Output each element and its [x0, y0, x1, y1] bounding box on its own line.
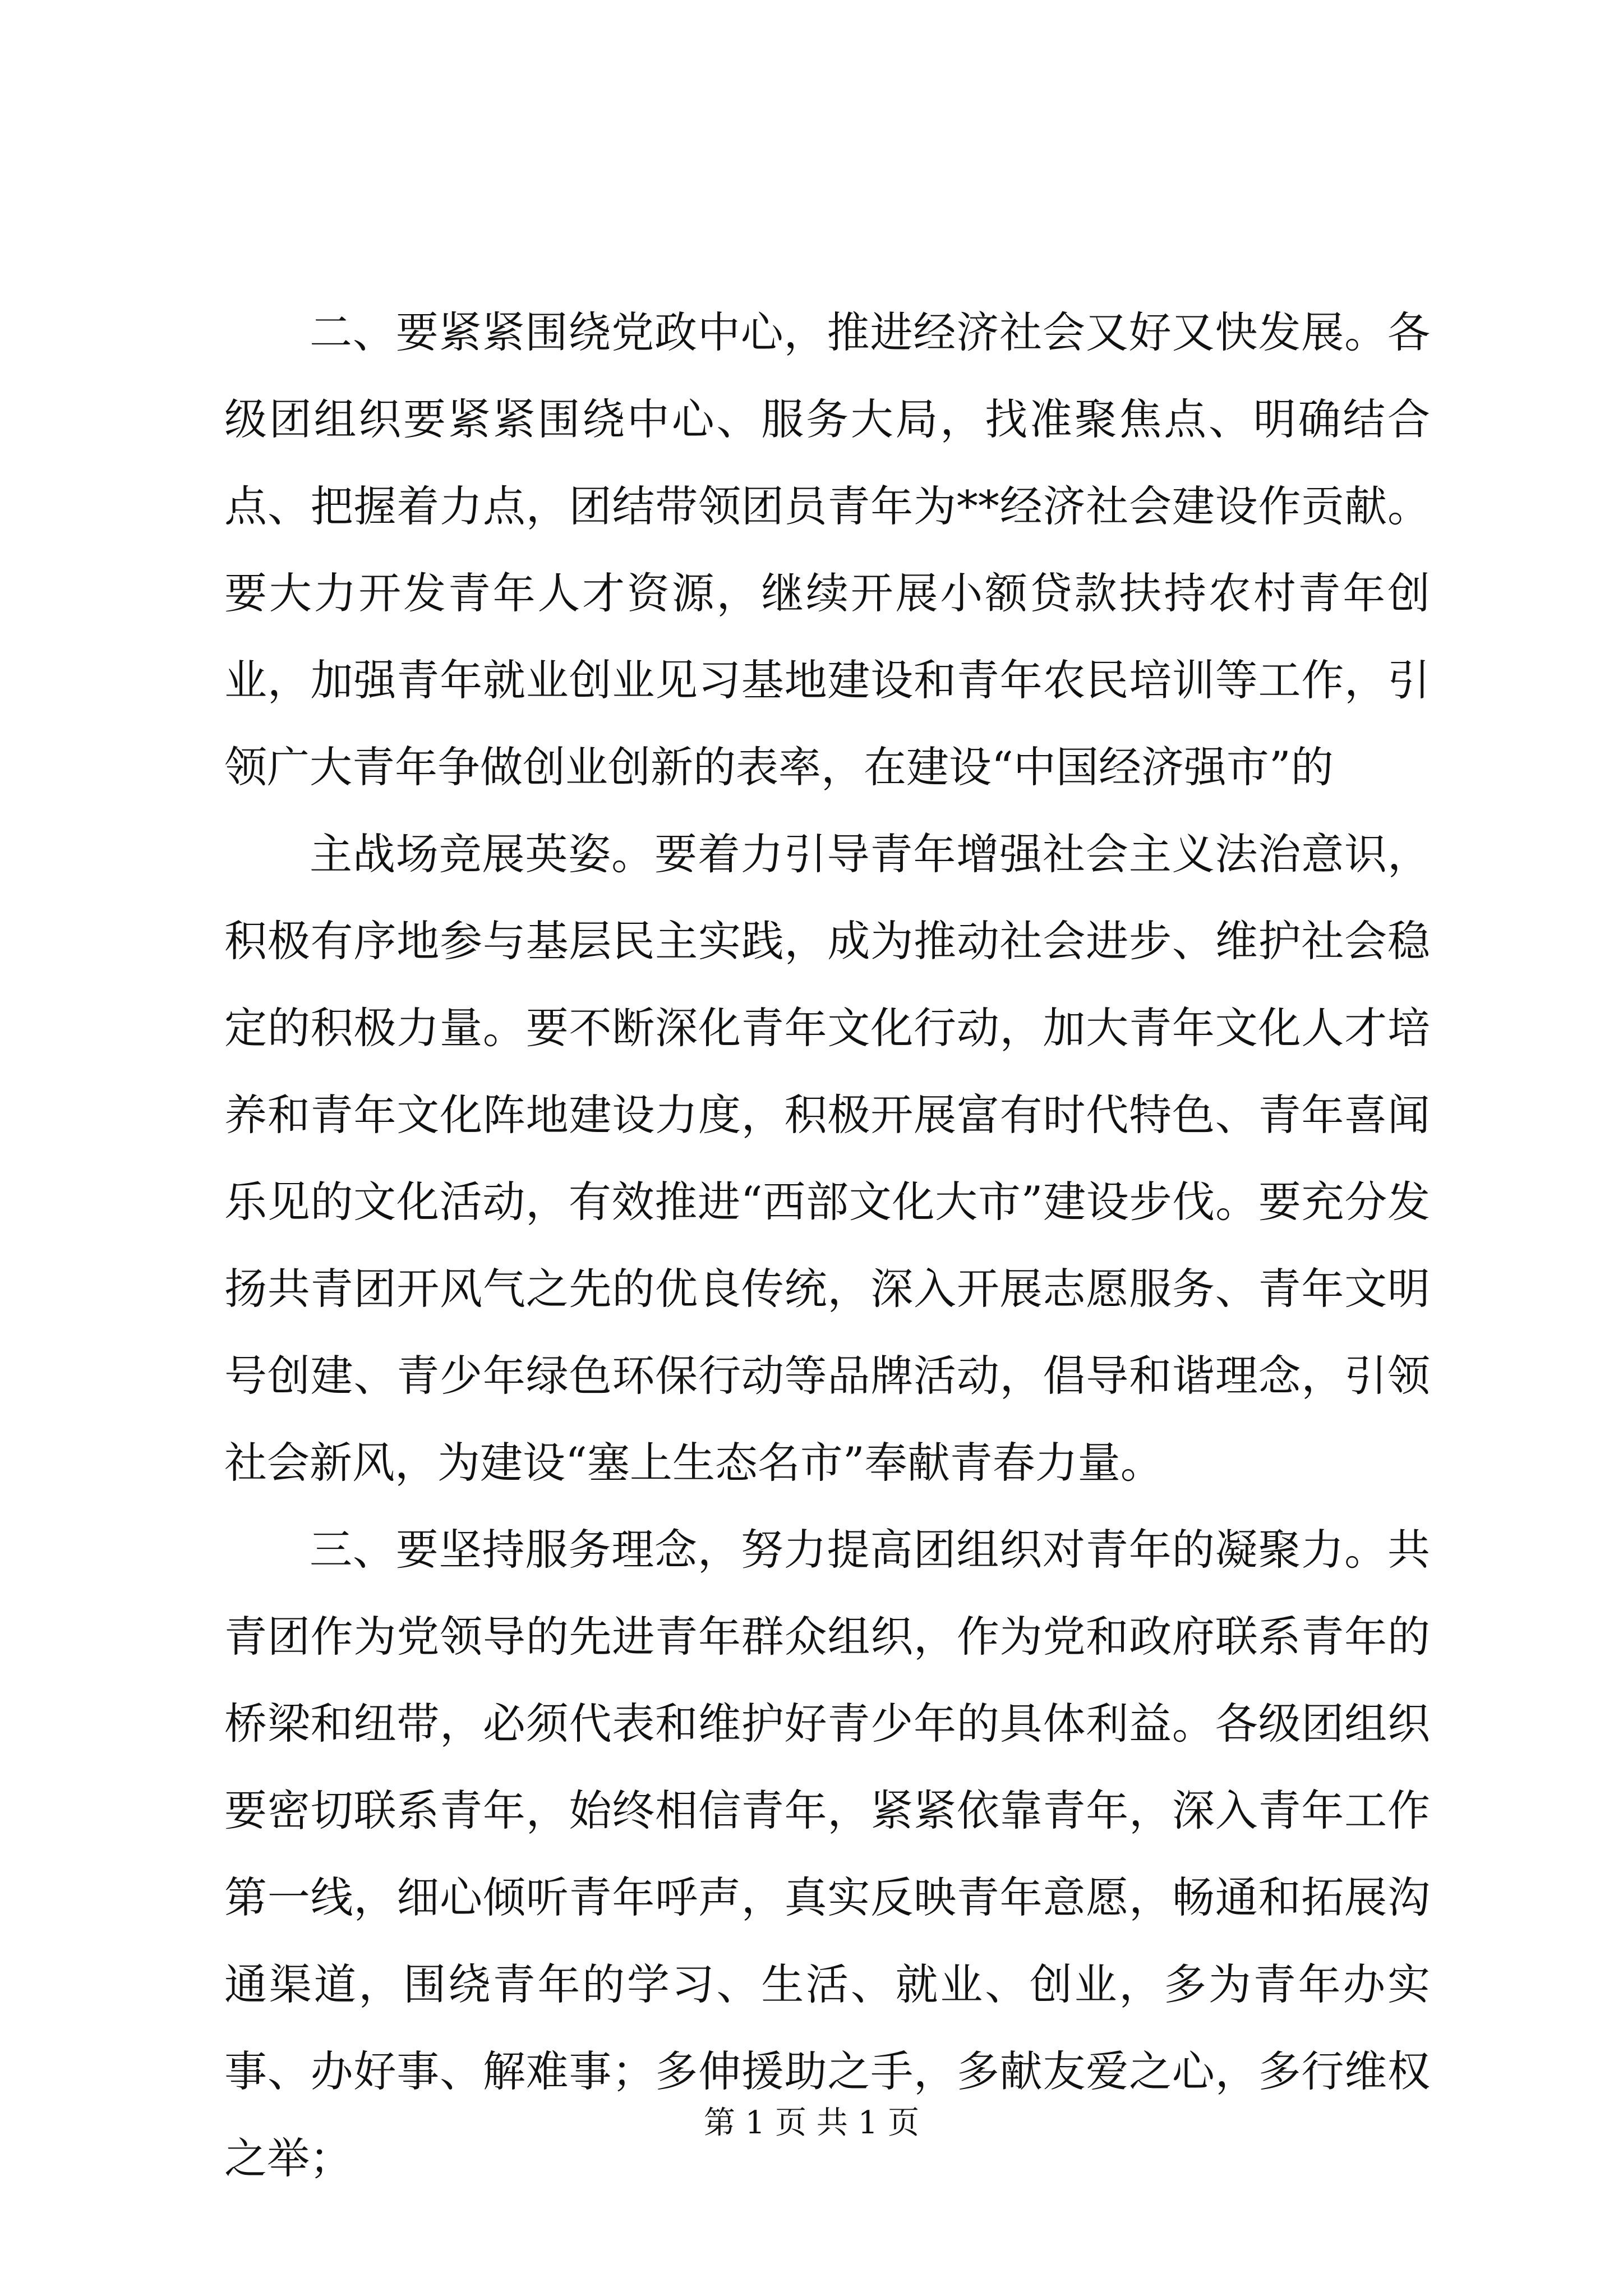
paragraph-2: 主战场竞展英姿。要着力引导青年增强社会主义法治意识，积极有序地参与基层民主实践，成为推动社会进步、维护社会稳定的积极力量。要不断深化青年文化行动，加大青年文化人才培养和青年文化阵地建设力度，积极开展富有时代特色、青年喜闻乐见的文化活动，有效推进“西部文化大市”建设步伐。要充分发扬共青团开风气之先的优良传统，深入开展志愿服务、青年文明号创建、青少年绿色环保行动等品牌活动，倡导和谐理念，引领社会新风，为建设“塞上生态名市”奉献青春力量。	[224, 829, 1430, 1488]
document-body	[224, 289, 1430, 2202]
paragraph-3: 三、要坚持服务理念，努力提高团组织对青年的凝聚力。共青团作为党领导的先进青年群众组织，作为党和政府联系青年的桥梁和纽带，必须代表和维护好青少年的具体利益。各级团组织要密切联系青年，始终相信青年，紧紧依靠青年，深入青年工作第一线，细心倾听青年呼声，真实反映青年意愿，畅通和拓展沟通渠道，围绕青年的学习、生活、就业、创业，多为青年办实事、办好事、解难事；多伸援助之手，多献友爱之心，多行维权之举；	[224, 1525, 1430, 2183]
page-footer: 第 1 页 共 1 页	[703, 2105, 920, 2141]
paragraph-1: 二、要紧紧围绕党政中心，推进经济社会又好又快发展。各级团组织要紧紧围绕中心、服务大局，找准聚焦点、明确结合点、把握着力点，团结带领团员青年为**经济社会建设作贡献。要大力开发青年人才资源，继续开展小额贷款扶持农村青年创业，加强青年就业创业见习基地建设和青年农民培训等工作，引领广大青年争做创业创新的表率，在建设“中国经济强市”的	[224, 307, 1430, 792]
